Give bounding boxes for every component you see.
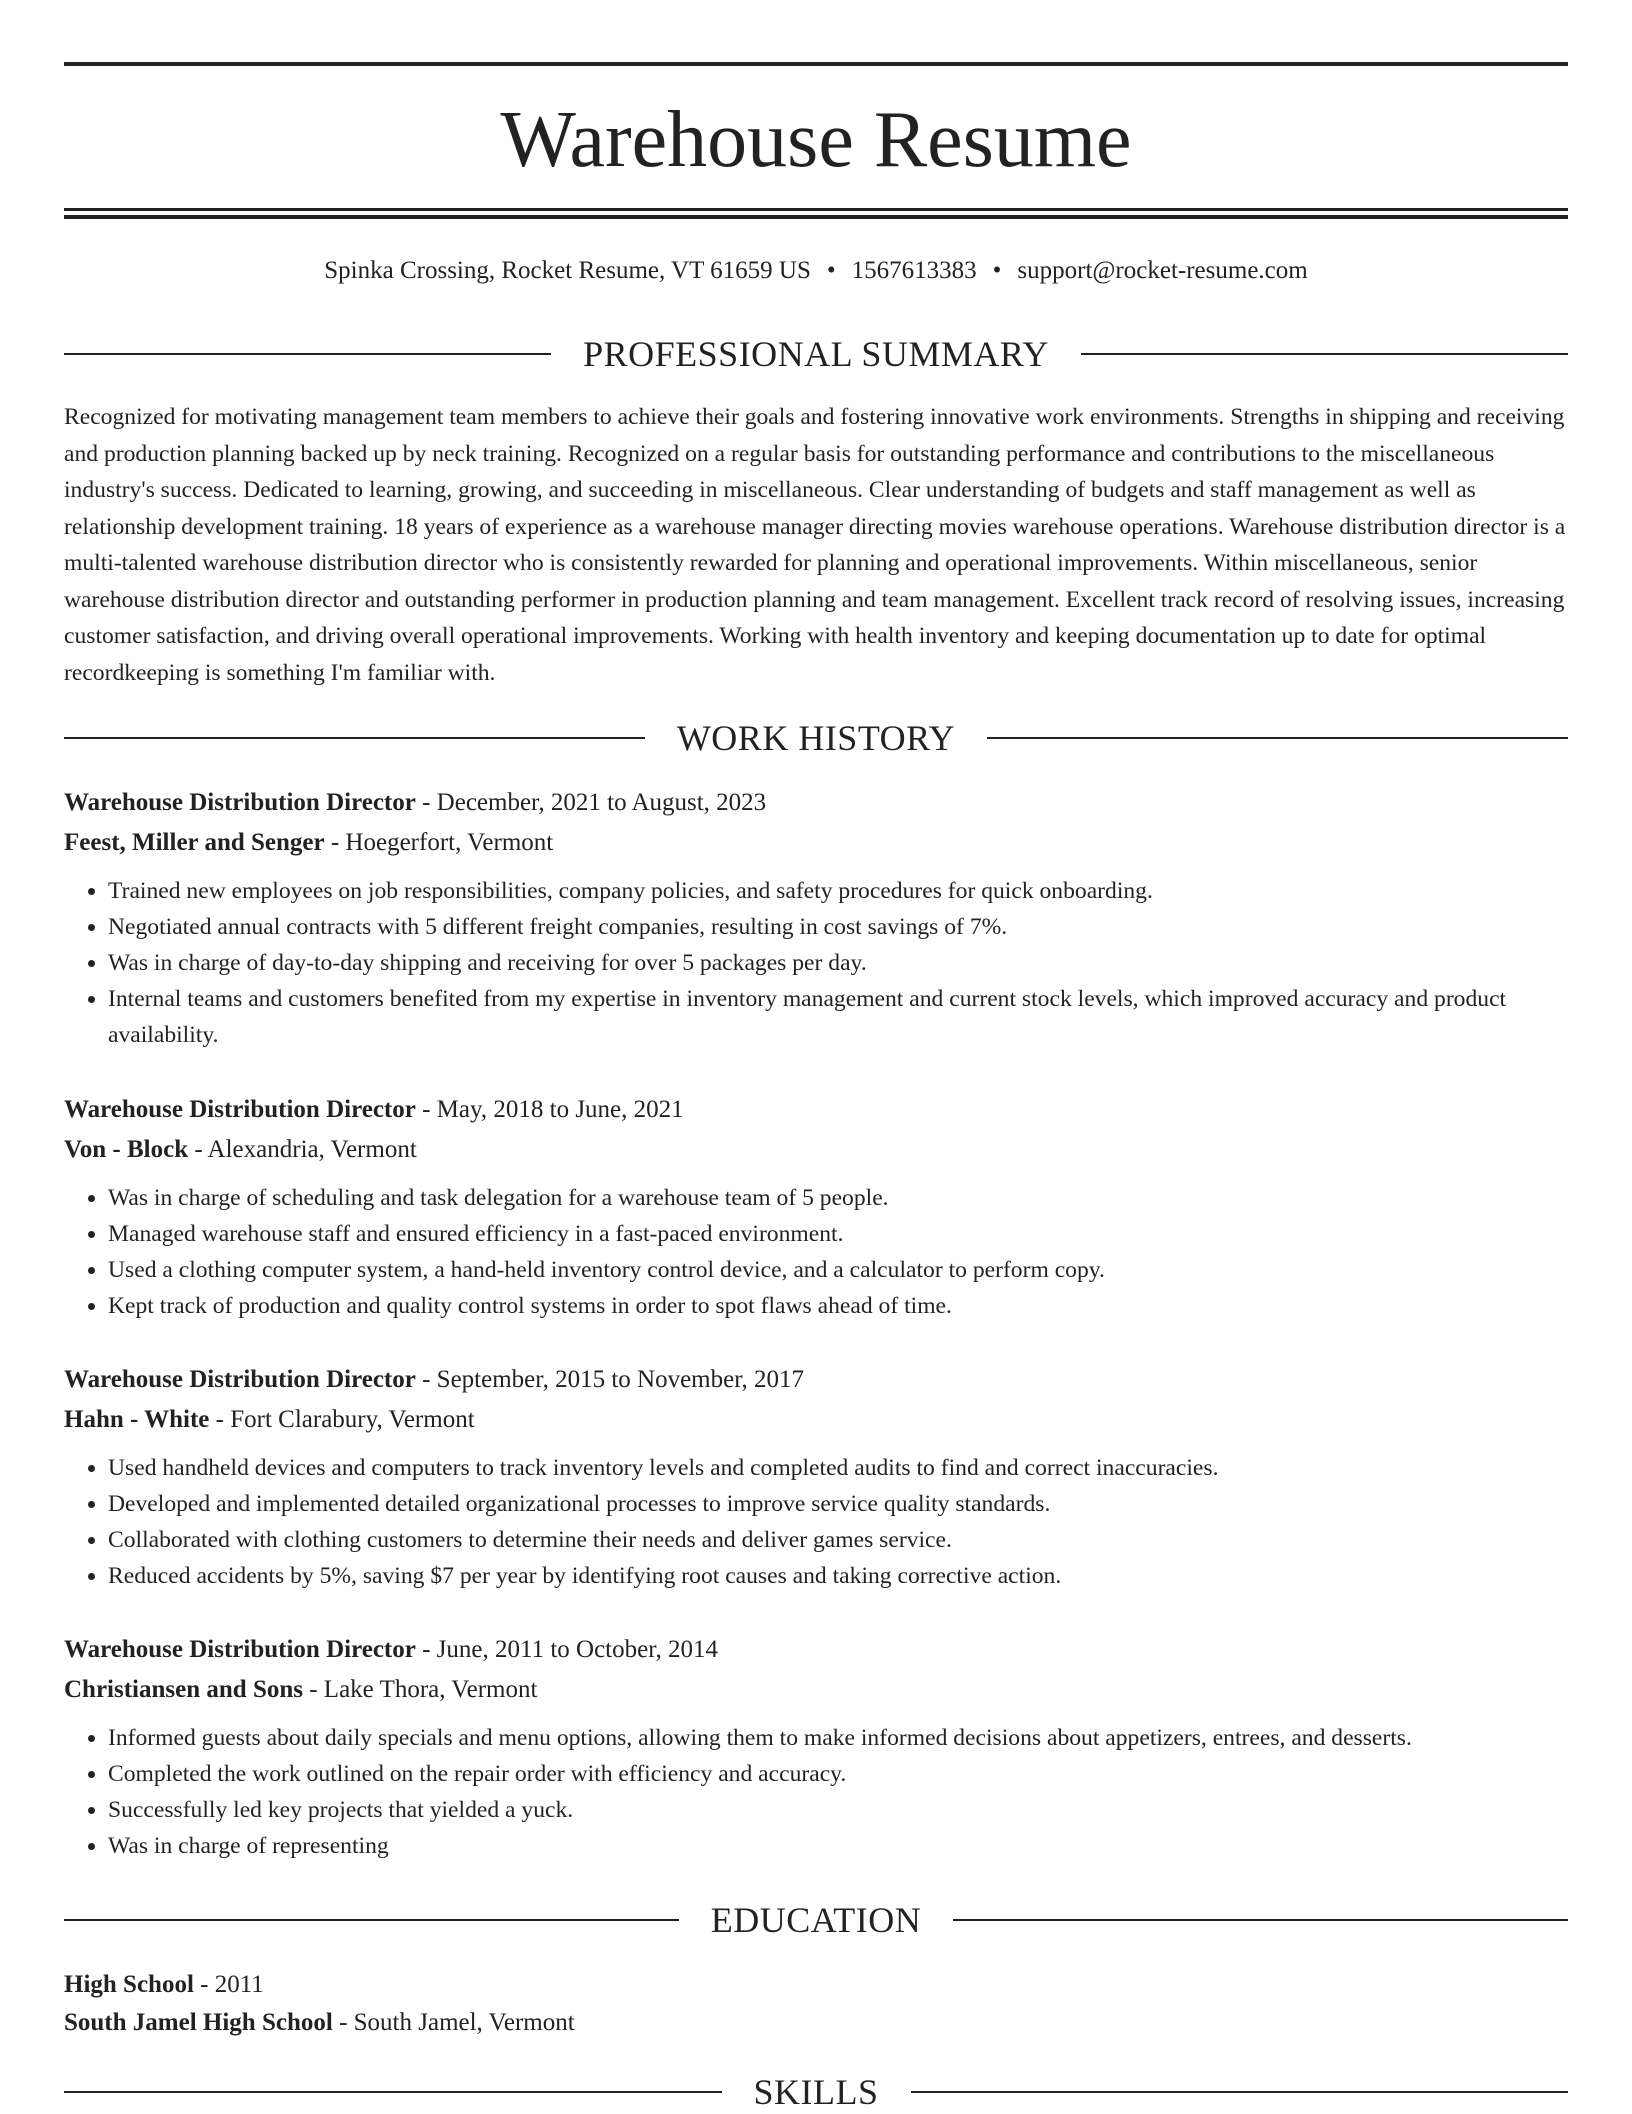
education-school: South Jamel High School (64, 2009, 333, 2036)
job-bullet: • Reduced accidents by 5%, saving $7 per year by identifying root causes and taking corrective action. (108, 1558, 1568, 1594)
heading-rule-left (64, 737, 645, 739)
section-heading-education (64, 1898, 1568, 1942)
job-dates: - June, 2011 to October, 2014 (415, 1636, 719, 1663)
contact-address: Spinka Crossing, Rocket Resume, VT 61659 US (324, 257, 811, 284)
job-company-line (64, 1400, 1568, 1440)
job-dates: - December, 2021 to August, 2023 (415, 789, 767, 816)
contact-line (64, 254, 1568, 288)
section-title-summary: PROFESSIONAL SUMMARY (583, 334, 1049, 374)
job-location: - Hoegerfort, Vermont (324, 829, 554, 856)
heading-rule-right (953, 1919, 1568, 1921)
education-degree: High School (64, 1971, 194, 1998)
job-bullet: • Completed the work outlined on the repair order with efficiency and accuracy. (108, 1756, 1568, 1792)
job-bullet: • Was in charge of scheduling and task delegation for a warehouse team of 5 people. (108, 1180, 1568, 1216)
education-school-line (64, 2004, 1568, 2042)
job-company: Feest, Miller and Senger (64, 829, 325, 856)
job-bullet: • Collaborated with clothing customers to determine their needs and deliver games service. (108, 1522, 1568, 1558)
job-bullets (64, 1180, 1568, 1324)
job-bullet: • Internal teams and customers benefited from my expertise in inventory management and current stock levels, which improved accuracy and product availability. (108, 981, 1568, 1053)
job-company: Christiansen and Sons (64, 1676, 303, 1703)
section-title-work: WORK HISTORY (676, 718, 956, 758)
job-company-line (64, 823, 1568, 863)
contact-separator: • (992, 257, 1002, 284)
job-dates: - September, 2015 to November, 2017 (415, 1366, 805, 1393)
job-title-line (64, 783, 1568, 823)
job-bullet: • Used handheld devices and computers to track inventory levels and completed audits to find and correct inaccuracies. (108, 1450, 1568, 1486)
section-heading-summary (64, 332, 1568, 376)
job-bullets (64, 1450, 1568, 1594)
heading-rule-left (64, 2091, 722, 2093)
job-title: Warehouse Distribution Director (64, 1096, 416, 1123)
job-bullet: • Trained new employees on job responsibilities, company policies, and safety procedures for quick onboarding. (108, 873, 1568, 909)
job-bullet: • Managed warehouse staff and ensured efficiency in a fast-paced environment. (108, 1216, 1568, 1252)
resume-title: Warehouse Resume (500, 96, 1132, 184)
education-year: - 2011 (193, 1971, 264, 1998)
section-title-skills: SKILLS (753, 2072, 879, 2112)
contact-email: support@rocket-resume.com (1017, 257, 1308, 284)
job-title: Warehouse Distribution Director (64, 789, 416, 816)
section-title-education: EDUCATION (710, 1900, 922, 1940)
heading-rule-left (64, 1919, 679, 1921)
job-bullet: • Developed and implemented detailed organizational processes to improve service quality standards. (108, 1486, 1568, 1522)
job-bullet: • Was in charge of day-to-day shipping and receiving for over 5 packages per day. (108, 945, 1568, 981)
job-bullet: • Successfully led key projects that yielded a yuck. (108, 1792, 1568, 1828)
contact-phone: 1567613383 (851, 257, 977, 284)
job-entry (64, 1630, 1568, 1864)
heading-rule-right (1081, 353, 1568, 355)
contact-separator: • (826, 257, 836, 284)
education-degree-line (64, 1966, 1568, 2004)
job-title-line (64, 1630, 1568, 1670)
job-bullet: • Was in charge of representing (108, 1828, 1568, 1864)
job-location: - Lake Thora, Vermont (302, 1676, 538, 1703)
job-location: - Fort Clarabury, Vermont (209, 1406, 475, 1433)
job-dates: - May, 2018 to June, 2021 (415, 1096, 684, 1123)
education-entry (64, 1966, 1568, 2042)
job-company: Von - Block (64, 1136, 189, 1163)
job-title: Warehouse Distribution Director (64, 1636, 416, 1663)
job-title-line (64, 1090, 1568, 1130)
job-bullets (64, 1720, 1568, 1864)
job-entry (64, 783, 1568, 1053)
top-rule (64, 62, 1568, 66)
section-heading-skills (64, 2070, 1568, 2114)
job-bullets (64, 873, 1568, 1053)
job-company: Hahn - White (64, 1406, 210, 1433)
section-heading-work (64, 716, 1568, 760)
job-company-line (64, 1670, 1568, 1710)
job-company-line (64, 1130, 1568, 1170)
summary-paragraph: Recognized for motivating management team members to achieve their goals and fostering innovative work environments. Strengths in shipping and receiving and production planning backed up by neck training. Recognized on a regular basis for outstanding performance and contributions to the miscellaneous industry's success. Dedicated to learning, growing, and succeeding in miscellaneous. Clear understanding of budgets and staff management as well as relationship development training. 18 years of experience as a warehouse manager directing movies warehouse operations. Warehouse distribution director is a multi-talented warehouse distribution director who is consistently rewarded for planning and operational improvements. Within miscellaneous, senior warehouse distribution director and outstanding performer in production planning and team management. Excellent track record of resolving issues, increasing customer satisfaction, and driving overall operational improvements. Working with health inventory and keeping documentation up to date for optimal recordkeeping is something I'm familiar with. (64, 404, 1566, 686)
job-location: - Alexandria, Vermont (188, 1136, 417, 1163)
job-entry (64, 1090, 1568, 1324)
job-bullet: • Kept track of production and quality control systems in order to spot flaws ahead of time. (108, 1288, 1568, 1324)
job-bullet: • Informed guests about daily specials and menu options, allowing them to make informed decisions about appetizers, entrees, and desserts. (108, 1720, 1568, 1756)
job-title-line (64, 1360, 1568, 1400)
title-double-rule (64, 208, 1568, 219)
heading-rule-right (911, 2091, 1569, 2093)
education-location: - South Jamel, Vermont (332, 2009, 575, 2036)
heading-rule-left (64, 353, 551, 355)
job-entry (64, 1360, 1568, 1594)
job-title: Warehouse Distribution Director (64, 1366, 416, 1393)
heading-rule-right (987, 737, 1568, 739)
job-bullet: • Used a clothing computer system, a hand-held inventory control device, and a calculator to perform copy. (108, 1252, 1568, 1288)
job-bullet: • Negotiated annual contracts with 5 different freight companies, resulting in cost savings of 7%. (108, 909, 1568, 945)
